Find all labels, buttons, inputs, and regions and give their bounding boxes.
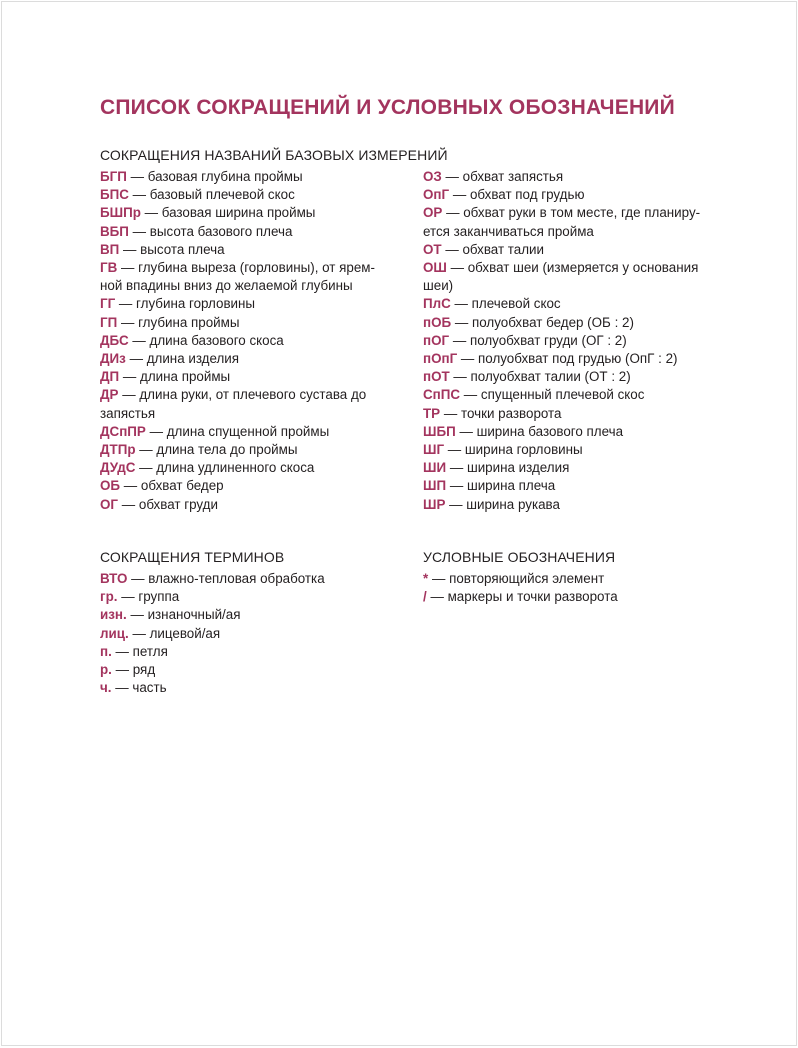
abbreviation-entry [100,661,405,679]
abbreviation-definition: длина изделия [146,351,240,367]
abbreviation-entry [100,186,405,204]
em-dash-separator: — [430,589,444,605]
abbreviation-term: ОШ [423,260,447,276]
abbreviation-definition: группа [138,589,180,605]
abbreviation-definition: глубина проймы [138,314,240,330]
abbreviation-term: ОР [423,205,443,221]
abbreviation-definition: обхват под грудью [469,187,585,203]
abbreviation-entry [100,295,405,313]
em-dash-separator: — [144,205,159,221]
abbreviation-term: БШПр [100,205,141,221]
abbreviation-term: ДУдС [100,460,136,476]
abbreviation-entry [423,314,723,332]
abbreviation-definition: ширина изделия [466,460,570,476]
em-dash-separator: — [122,387,136,403]
abbreviation-entry [100,259,405,295]
abbreviation-entry [423,259,723,295]
em-dash-separator: — [130,169,144,184]
abbreviation-entry [423,588,723,606]
em-dash-separator: — [132,332,146,348]
em-dash-separator: — [459,423,473,439]
abbreviation-entry [423,405,723,423]
abbreviation-term: * [423,571,429,586]
abbreviation-entry [423,168,723,186]
abbreviation-term: ДР [100,387,119,403]
abbreviation-entry [423,441,723,459]
em-dash-separator: — [122,369,137,385]
abbreviation-entry [423,570,723,588]
abbreviation-entry [423,477,723,495]
document-page [1,1,797,1046]
abbreviation-definition: длина тела до проймы [156,442,298,458]
em-dash-separator: — [120,314,135,330]
em-dash-separator: — [452,332,467,348]
abbreviation-entry [100,314,405,332]
abbreviation-entry [423,368,723,386]
em-dash-separator: — [443,405,458,421]
measurements-left-list [100,168,405,514]
abbreviation-definition: плечевой скос [471,296,561,312]
abbreviation-term: ОЗ [423,169,442,184]
em-dash-separator: — [445,169,459,184]
em-dash-separator: — [452,187,467,203]
abbreviation-definition: обхват талии [462,241,545,257]
abbreviation-entry [423,496,723,514]
abbreviation-definition: высота базового плеча [149,223,293,239]
abbreviation-entry [100,350,405,368]
abbreviation-term: ОТ [423,241,442,257]
em-dash-separator: — [149,423,163,439]
abbreviation-term: ДИз [100,351,126,367]
abbreviation-definition: спущенный плечевой скос [480,387,645,403]
abbreviation-term: ШИ [423,460,447,476]
em-dash-separator: — [447,442,462,458]
abbreviation-term: ч. [100,680,112,696]
abbreviation-entry [100,241,405,259]
abbreviation-term: ДСпПР [100,423,146,439]
abbreviation-definition: обхват бедер [140,478,224,494]
abbreviation-entry [100,625,405,643]
abbreviation-definition: ширина базового плеча [476,423,624,439]
em-dash-separator: — [132,625,146,641]
abbreviation-entry [423,423,723,441]
abbreviation-entry [100,441,405,459]
abbreviation-definition: глубина горловины [136,296,256,312]
abbreviation-definition: ширина горловины [464,442,583,458]
abbreviation-term: лиц. [100,625,129,641]
em-dash-separator: — [121,589,135,605]
em-dash-separator: — [463,387,478,403]
abbreviation-definition: петля [132,643,168,659]
abbreviation-term: ГВ [100,260,118,276]
abbreviation-term: гр. [100,589,118,605]
abbreviation-entry [423,459,723,477]
abbreviation-definition: обхват груди [138,496,218,512]
measurements-heading: СОКРАЩЕНИЯ НАЗВАНИЙ БАЗОВЫХ ИЗМЕРЕНИЙ [100,147,448,163]
abbreviation-term: ПлС [423,296,451,312]
abbreviation-definition: маркеры и точки разворота [447,589,618,605]
abbreviation-term: ОГ [100,496,119,512]
abbreviation-definition: глубина выреза (горловины), от ярем- ной впадины вниз до желаемой глубины [100,260,375,294]
abbreviation-term: пОБ [423,314,452,330]
abbreviation-definition: лицевой/ая [149,625,221,641]
em-dash-separator: — [115,643,129,659]
em-dash-separator: — [445,241,459,257]
abbreviation-definition: полуобхват под грудью (ОпГ : 2) [478,351,678,367]
abbreviation-term: ДП [100,369,120,385]
em-dash-separator: — [121,496,136,512]
abbreviation-entry [100,643,405,661]
abbreviation-entry [100,679,405,697]
abbreviation-definition: полуобхват груди (ОГ : 2) [469,332,627,348]
abbreviation-term: ОБ [100,478,121,494]
terms-column [100,548,405,697]
abbreviation-term: ДБС [100,332,129,348]
abbreviation-entry [423,332,723,350]
abbreviation-term: ГП [100,314,118,330]
abbreviation-entry [423,350,723,368]
em-dash-separator: — [132,223,147,239]
measurements-right-column [423,168,723,514]
em-dash-separator: — [123,241,137,257]
abbreviation-entry [100,570,405,588]
symbols-list [423,570,723,606]
abbreviation-definition: точки разворота [460,405,562,421]
abbreviation-entry [100,168,405,186]
abbreviation-entry [423,386,723,404]
em-dash-separator: — [449,460,464,476]
terms-heading: СОКРАЩЕНИЯ ТЕРМИНОВ [100,549,285,565]
abbreviation-entry [423,295,723,313]
abbreviation-entry [100,459,405,477]
symbols-column [423,548,723,606]
em-dash-separator: — [454,314,469,330]
abbreviation-term: изн. [100,607,127,623]
abbreviation-entry [100,223,405,241]
abbreviation-term: ДТПр [100,442,136,458]
abbreviation-entry [100,423,405,441]
abbreviation-definition: базовая ширина проймы [161,205,316,221]
abbreviation-definition: ширина плеча [466,478,556,494]
abbreviation-term: БГП [100,169,127,184]
em-dash-separator: — [118,296,133,312]
em-dash-separator: — [460,351,475,367]
abbreviation-term: ВТО [100,571,128,586]
abbreviation-term: пОГ [423,332,450,348]
abbreviation-term: БПС [100,187,129,203]
abbreviation-term: ШР [423,496,446,512]
symbols-heading: УСЛОВНЫЕ ОБОЗНАЧЕНИЯ [423,549,616,565]
em-dash-separator: — [129,351,143,367]
abbreviation-definition: полуобхват талии (ОТ : 2) [470,369,631,385]
abbreviation-definition: часть [132,680,167,696]
measurements-right-list [423,168,723,514]
abbreviation-term: пОпГ [423,351,458,367]
abbreviation-term: ШП [423,478,447,494]
abbreviation-definition: ряд [132,662,156,678]
em-dash-separator: — [115,662,130,678]
abbreviation-definition: ширина рукава [466,496,560,512]
em-dash-separator: — [132,187,147,203]
em-dash-separator: — [446,205,460,221]
em-dash-separator: — [131,571,145,586]
abbreviation-term: ГГ [100,296,116,312]
em-dash-separator: — [454,296,468,312]
em-dash-separator: — [453,369,467,385]
abbreviation-definition: высота плеча [140,241,225,257]
em-dash-separator: — [123,478,138,494]
abbreviation-definition: обхват шеи (измеряется у основания шеи) [423,260,699,294]
abbreviation-entry [100,588,405,606]
abbreviation-entry [423,241,723,259]
abbreviation-definition: длина руки, от плечевого сустава до запястья [100,387,367,421]
abbreviation-entry [100,368,405,386]
em-dash-separator: — [130,607,144,623]
abbreviation-entry [423,186,723,204]
abbreviation-definition: обхват руки в том месте, где планиру- ется заканчиваться пройма [423,205,701,239]
abbreviation-term: ШБП [423,423,456,439]
abbreviation-definition: повторяющийся элемент [449,571,605,586]
em-dash-separator: — [450,260,464,276]
abbreviation-term: ОпГ [423,187,450,203]
em-dash-separator: — [431,571,446,586]
abbreviation-term: ВП [100,241,120,257]
abbreviation-definition: полуобхват бедер (ОБ : 2) [472,314,634,330]
abbreviation-term: СпПС [423,387,461,403]
abbreviation-term: / [423,589,427,605]
abbreviation-entry [100,496,405,514]
abbreviation-definition: длина спущенной проймы [166,423,330,439]
abbreviation-definition: длина проймы [140,369,231,385]
em-dash-separator: — [449,496,463,512]
abbreviation-definition: обхват запястья [462,169,564,184]
abbreviation-definition: влажно-тепловая обработка [148,571,325,586]
abbreviation-definition: изнаночный/ая [147,607,241,623]
page-title: СПИСОК СОКРАЩЕНИЙ И УСЛОВНЫХ ОБОЗНАЧЕНИЙ [100,96,675,119]
abbreviation-term: р. [100,662,112,678]
abbreviation-definition: базовый плечевой скос [149,187,295,203]
em-dash-separator: — [115,680,129,696]
abbreviation-entry [100,204,405,222]
abbreviation-definition: длина удлиненного скоса [156,460,315,476]
em-dash-separator: — [121,260,135,276]
abbreviation-definition: длина базового скоса [149,332,284,348]
abbreviation-entry [100,606,405,624]
abbreviation-entry [100,332,405,350]
abbreviation-term: пОТ [423,369,450,385]
abbreviation-term: ШГ [423,442,445,458]
abbreviation-entry [100,386,405,422]
abbreviation-entry [423,204,723,240]
em-dash-separator: — [139,460,153,476]
abbreviation-entry [100,477,405,495]
em-dash-separator: — [449,478,464,494]
abbreviation-term: ВБП [100,223,129,239]
em-dash-separator: — [139,442,153,458]
abbreviation-term: ТР [423,405,441,421]
terms-list [100,570,405,697]
abbreviation-definition: базовая глубина проймы [147,169,303,184]
abbreviation-term: п. [100,643,112,659]
